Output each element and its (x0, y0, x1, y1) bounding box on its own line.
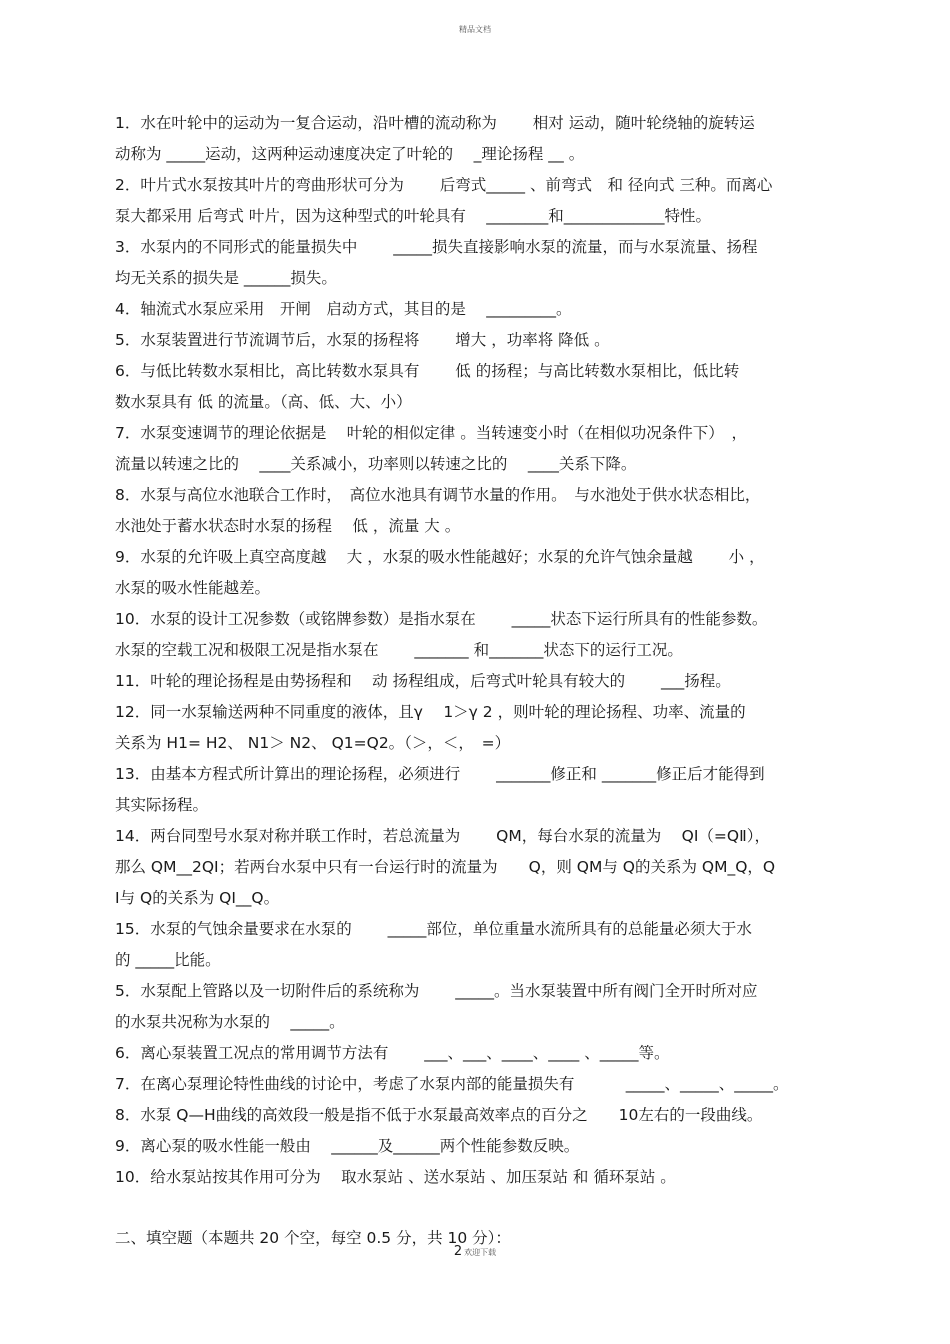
text-line: 数水泵具有 低 的流量。（高、低、大、小） (115, 393, 412, 411)
text-line: 15．水泵的气蚀余量要求在水泵的 _____部位，单位重量水流所具有的总能量必须大于水 (115, 920, 752, 938)
text-line: 的水泵共况称为水泵的 _____。 (115, 1013, 345, 1031)
text-line: 水泵的空载工况和极限工况是指水泵在 _______ 和_______状态下的运行工况。 (115, 641, 683, 659)
text-line: 7．水泵变速调节的理论依据是 叶轮的相似定律 。当转速变小时（在相似功况条件下） ， (115, 424, 747, 442)
text-line: 6．与低比转数水泵相比，高比转数水泵具有 低 的扬程；与高比转数水泵相比，低比转 (115, 362, 740, 380)
section-title: 二、填空题（本题共 20 个空，每空 0.5 分，共 10 分）： (115, 1229, 511, 1247)
text-line: 动称为 _____运动，这两种运动速度决定了叶轮的 _理论扬程 __ 。 (115, 145, 585, 163)
text-line: 泵大都采用 后弯式 叶片，因为这种型式的叶轮具有 ________和_____________特性。 (115, 207, 712, 225)
text-line: 2．叶片式水泵按其叶片的弯曲形状可分为 后弯式_____ 、前弯式 和 径向式 三种。而离心 (115, 176, 773, 194)
text-line: 其实际扬程。 (115, 796, 209, 814)
text-line: 10．给水泵站按其作用可分为 取水泵站 、送水泵站 、加压泵站 和 循环泵站 。 (115, 1168, 676, 1186)
text-line: 7．在离心泵理论特性曲线的讨论中，考虑了水泵内部的能量损失有 _____、_____、_____。 (115, 1075, 789, 1093)
text-line: 3．水泵内的不同形式的能量损失中 _____损失直接影响水泵的流量，而与水泵流量、扬程 (115, 238, 758, 256)
text-line: 14．两台同型号水泵对称并联工作时，若总流量为 QM，每台水泵的流量为 QⅠ（=QⅡ）， (115, 827, 770, 845)
text-line: 1．水在叶轮中的运动为一复合运动，沿叶槽的流动称为 相对 运动，随叶轮绕轴的旋转运 (115, 114, 755, 132)
text-line: 11．叶轮的理论扬程是由势扬程和 动 扬程组成，后弯式叶轮具有较大的 ___扬程。 (115, 672, 731, 690)
text-line: 5．水泵装置进行节流调节后，水泵的扬程将 增大 ，功率将 降低 。 (115, 331, 610, 349)
text-line: 8．水泵与高位水池联合工作时， 高位水池具有调节水量的作用。 与水池处于供水状态相比， (115, 486, 761, 504)
document-body (115, 108, 845, 1254)
page-number: 2 (453, 1244, 463, 1259)
text-line: 13．由基本方程式所计算出的理论扬程，必须进行 _______修正和 _______修正后才能得到 (115, 765, 765, 783)
page-footer (0, 1244, 950, 1259)
text-line: 4．轴流式水泵应采用 开闸 启动方式，其目的是 _________。 (115, 300, 572, 318)
text-line: 5．水泵配上管路以及一切附件后的系统称为 _____。当水泵装置中所有阀门全开时所对应 (115, 982, 758, 1000)
text-line: 8．水泵 Q—H曲线的高效段一般是指不低于水泵最高效率点的百分之 10左右的一段曲线。 (115, 1106, 763, 1124)
text-line: 流量以转速之比的 ____关系减小，功率则以转速之比的 ____关系下降。 (115, 455, 637, 473)
text-line: 的 _____比能。 (115, 951, 221, 969)
text-line: 那么 QM__2QⅠ；若两台水泵中只有一台运行时的流量为 Q，则 QM与 Q的关系为 QM_Q，Q (115, 858, 776, 876)
text-line: Ⅰ与 Q的关系为 QⅠ__Q。 (115, 889, 280, 907)
text-line: 9．水泵的允许吸上真空高度越 大 ，水泵的吸水性能越好；水泵的允许气蚀余量越 小 ， (115, 548, 765, 566)
text-line: 9．离心泵的吸水性能一般由 ______及______两个性能参数反映。 (115, 1137, 580, 1155)
footer-note: 欢迎下载 (464, 1248, 497, 1257)
text-line: 6．离心泵装置工况点的常用调节方法有 ___、___、____、____ 、_____等。 (115, 1044, 670, 1062)
text-line: 12．同一水泵输送两种不同重度的液体，且γ 1＞γ 2 ，则叶轮的理论扬程、功率、流量的 (115, 703, 746, 721)
text-line: 水泵的吸水性能越差。 (115, 579, 271, 597)
text-line: 10．水泵的设计工况参数（或铭牌参数）是指水泵在 _____状态下运行所具有的性能参数。 (115, 610, 768, 628)
text-line: 水池处于蓄水状态时水泵的扬程 低 ，流量 大 。 (115, 517, 461, 535)
text-line: 关系为 H1= H2、 N1＞ N2、 Q1=Q2。（＞，＜， =） (115, 734, 511, 752)
text-line: 均无关系的损失是 ______损失。 (115, 269, 337, 287)
page-header: 精品文档 (459, 25, 491, 34)
